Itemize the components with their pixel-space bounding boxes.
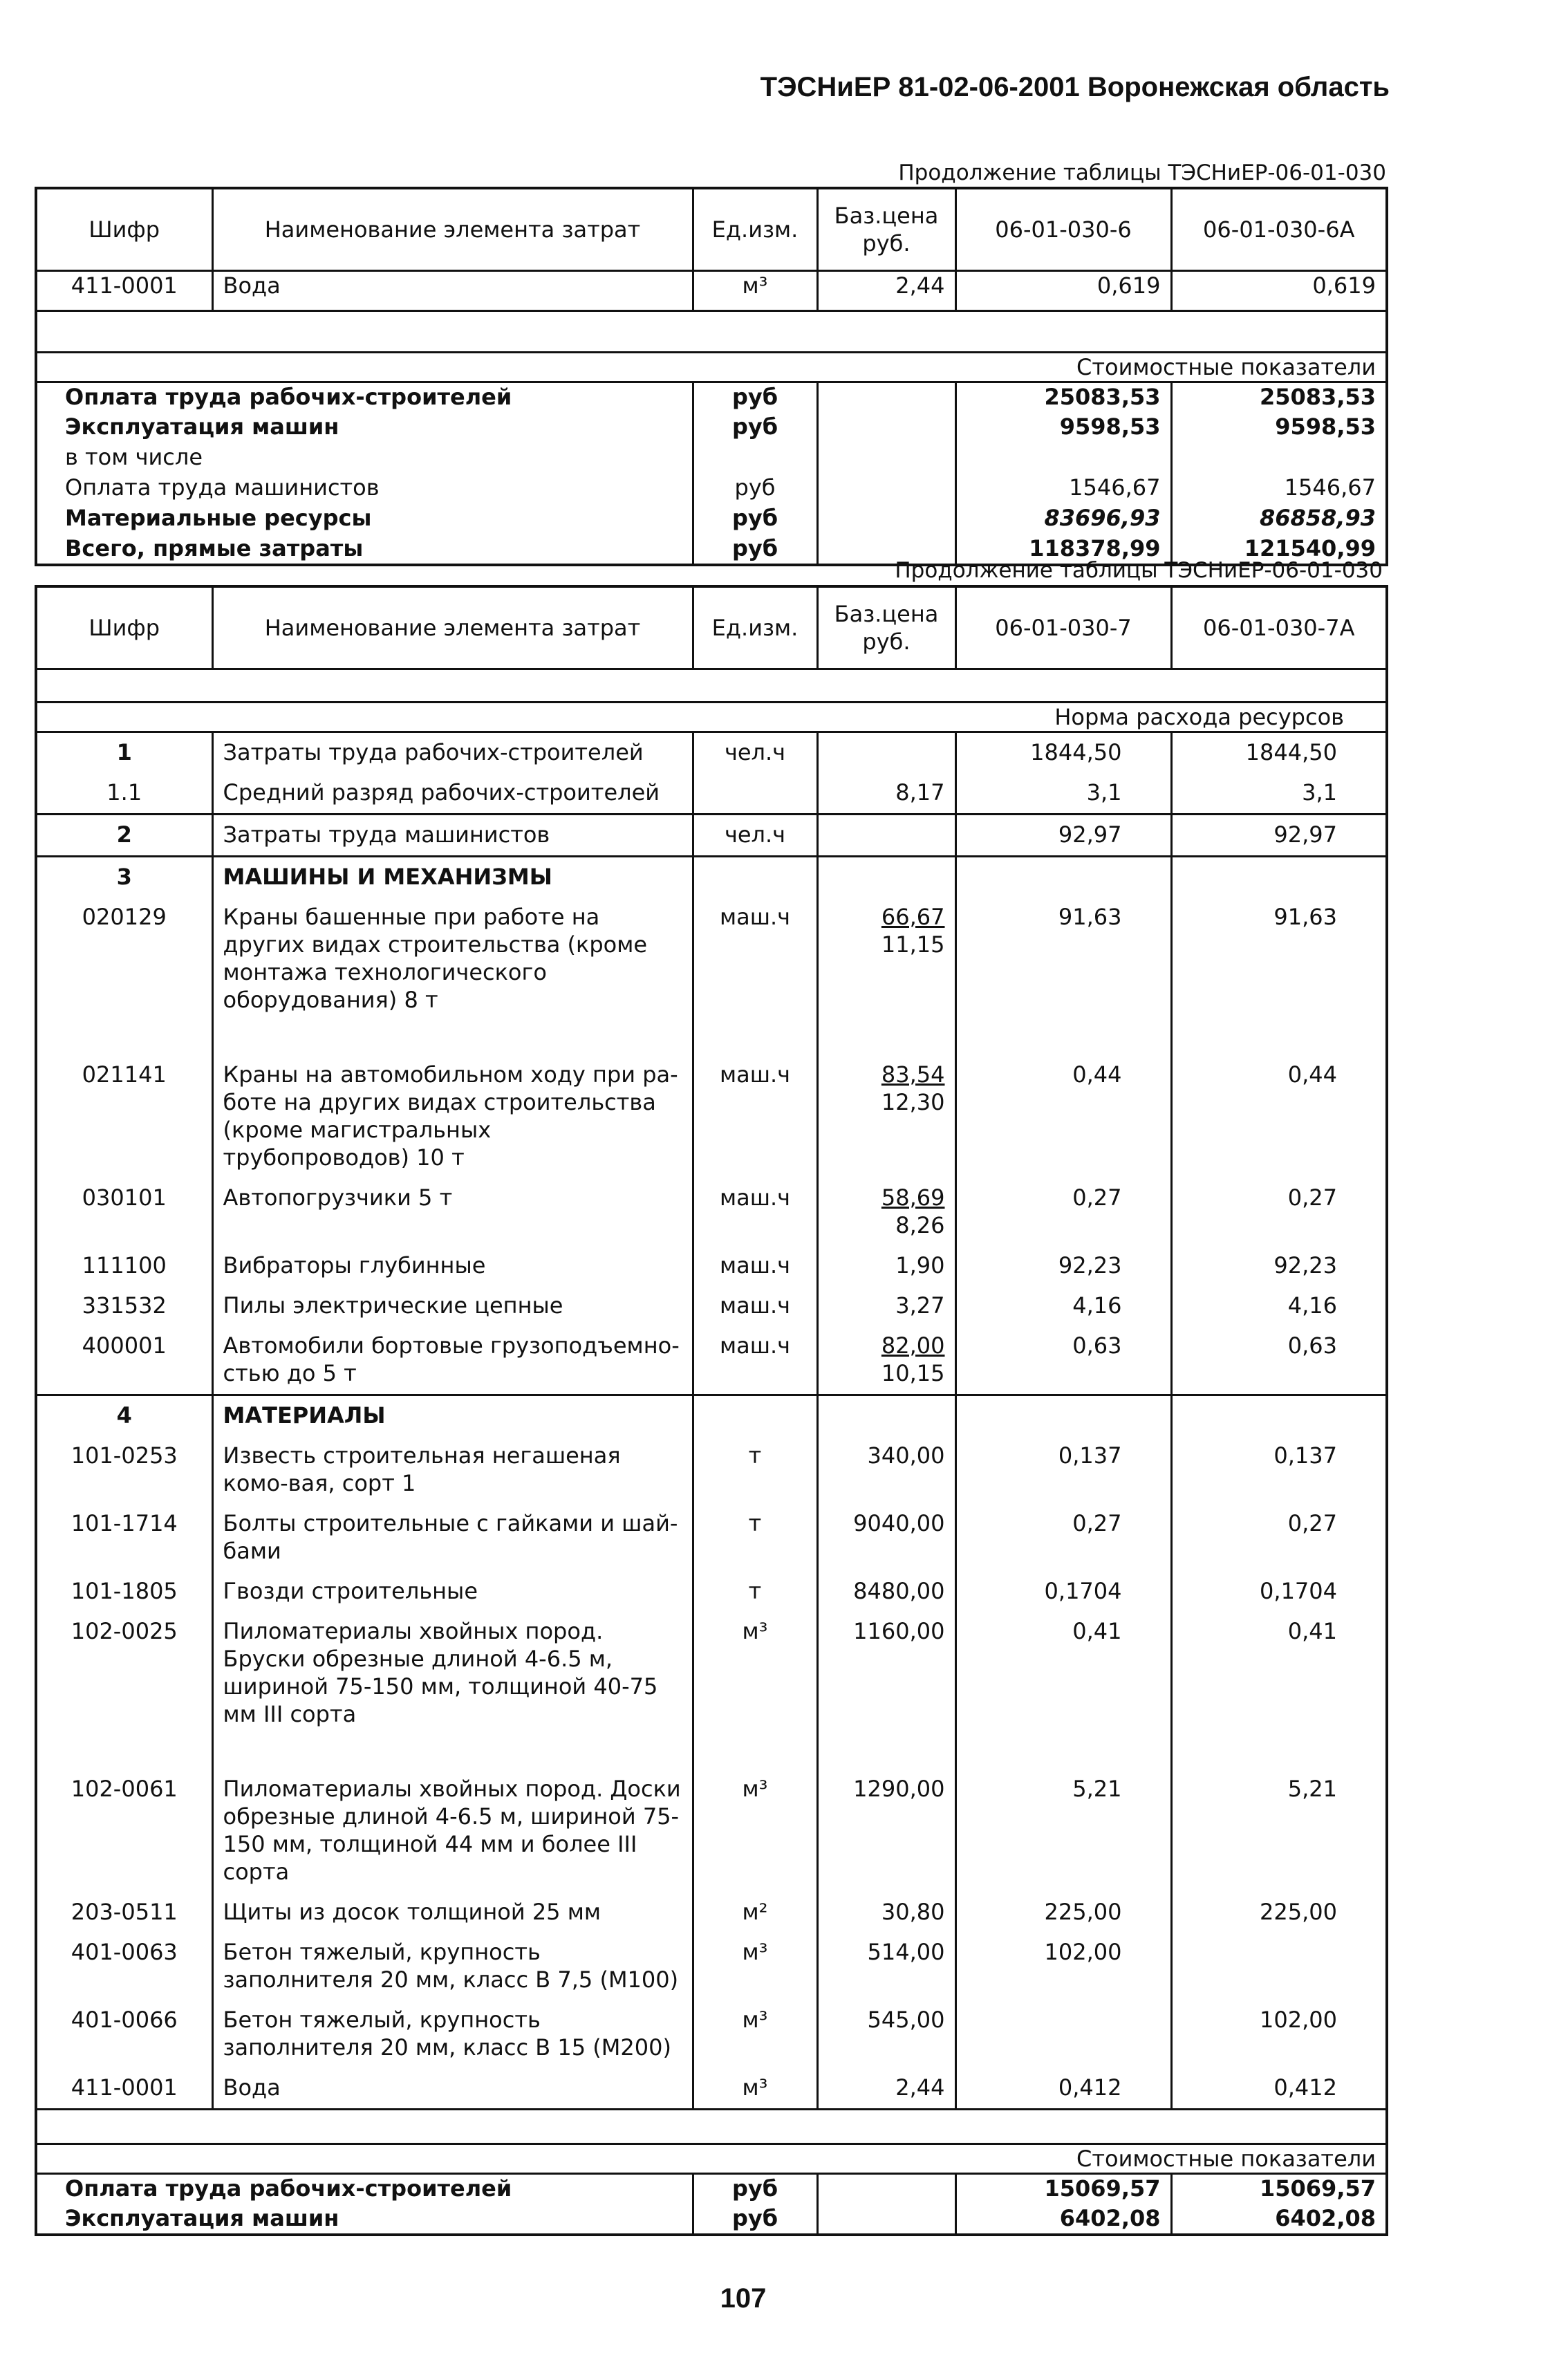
table-row <box>36 1612 1387 1769</box>
row-name: Известь строительная негашеная комо-вая, сорт 1 <box>212 1436 693 1504</box>
cost-price <box>817 443 955 474</box>
cost-row <box>36 504 1387 534</box>
cost-unit <box>693 443 817 474</box>
cost-value-1: 118378,99 <box>955 534 1171 565</box>
row-code: 102-0025 <box>36 1612 212 1769</box>
table1-continuation-note: Продолжение таблицы ТЭСНиЕР-06-01-030 <box>898 160 1386 185</box>
row-price <box>817 1326 955 1395</box>
price-value: 66,67 <box>881 904 945 930</box>
cost-section-title: Стоимостные показатели <box>36 2144 1387 2174</box>
table-row <box>36 1286 1387 1326</box>
cost-row <box>36 413 1387 443</box>
cost-unit: руб <box>693 413 817 443</box>
row-value-1: 4,16 <box>955 1286 1171 1326</box>
row-code: 111100 <box>36 1246 212 1286</box>
row-name: Бетон тяжелый, крупность заполнителя 20 мм, класс В 15 (М200) <box>212 2000 693 2068</box>
table-row <box>36 1436 1387 1504</box>
row-value-2: 0,619 <box>1171 271 1387 311</box>
row-name: Болты строительные с гайками и шай-бами <box>212 1504 693 1572</box>
row-code: 401-0066 <box>36 2000 212 2068</box>
machinist-wage-value: 10,15 <box>881 1360 945 1386</box>
row-code: 4 <box>36 1395 212 1437</box>
row-name: Затраты труда рабочих-строителей <box>212 732 693 774</box>
cost-price <box>817 504 955 534</box>
row-value-2: 1844,50 <box>1171 732 1387 774</box>
row-unit: м³ <box>693 1933 817 2000</box>
row-code: 411-0001 <box>36 2068 212 2110</box>
row-code: 021141 <box>36 1055 212 1178</box>
price-value: 8,17 <box>895 779 945 806</box>
price-value: 340,00 <box>867 1442 945 1469</box>
row-value-1: 0,1704 <box>955 1572 1171 1612</box>
cost-value-1: 83696,93 <box>955 504 1171 534</box>
header-name: Наименование элемента затрат <box>212 586 693 669</box>
cost-section-title-row <box>36 2144 1387 2174</box>
cost-section-title-row <box>36 353 1387 382</box>
header-col5: 06-01-030-6 <box>955 188 1171 271</box>
cost-value-1: 15069,57 <box>955 2174 1171 2204</box>
section-row <box>36 857 1387 898</box>
row-code: 203-0511 <box>36 1893 212 1933</box>
row-value-2: 4,16 <box>1171 1286 1387 1326</box>
document-header: ТЭСНиЕР 81-02-06-2001 Воронежская область <box>760 72 1390 102</box>
row-name: Краны башенные при работе на других видах строительства (кроме монтажа технологического оборудования) 8 т <box>212 898 693 1055</box>
row-value-1: 0,41 <box>955 1612 1171 1769</box>
row-price <box>817 857 955 898</box>
cost-value-1 <box>955 443 1171 474</box>
row-value-1: 0,412 <box>955 2068 1171 2110</box>
row-name: Пиломатериалы хвойных пород. Доски обрезные длиной 4-6.5 м, шириной 75-150 мм, толщиной 44 мм и более III сорта <box>212 1769 693 1893</box>
row-value-2: 102,00 <box>1171 2000 1387 2068</box>
machinist-wage-value: 11,15 <box>881 931 945 958</box>
row-code: 101-1805 <box>36 1572 212 1612</box>
page-number: 107 <box>720 2283 767 2314</box>
table-row <box>36 1769 1387 1893</box>
row-name: Вода <box>212 2068 693 2110</box>
cost-value-2: 9598,53 <box>1171 413 1387 443</box>
price-value: 1,90 <box>895 1252 945 1279</box>
table-row <box>36 2000 1387 2068</box>
row-code: 3 <box>36 857 212 898</box>
row-name: Краны на автомобильном ходу при ра-боте на других видах строительства (кроме магистральных трубопроводов) 10 т <box>212 1055 693 1178</box>
machinist-wage-value: 8,26 <box>895 1212 945 1238</box>
row-unit: т <box>693 1572 817 1612</box>
cost-row <box>36 443 1387 474</box>
row-value-2: 92,23 <box>1171 1246 1387 1286</box>
table-row <box>36 815 1387 857</box>
header-col5: 06-01-030-7 <box>955 586 1171 669</box>
price-value: 1290,00 <box>853 1776 945 1802</box>
cost-price <box>817 2204 955 2235</box>
cost-name: Материальные ресурсы <box>36 504 693 534</box>
table-row <box>36 1893 1387 1933</box>
row-value-1: 91,63 <box>955 898 1171 1055</box>
cost-value-2: 1546,67 <box>1171 474 1387 504</box>
row-value-2: 0,1704 <box>1171 1572 1387 1612</box>
row-value-2: 0,27 <box>1171 1178 1387 1246</box>
row-price <box>817 1055 955 1178</box>
cost-value-1: 1546,67 <box>955 474 1171 504</box>
row-price <box>817 1933 955 2000</box>
row-code: 020129 <box>36 898 212 1055</box>
header-code: Шифр <box>36 586 212 669</box>
row-unit <box>693 773 817 815</box>
row-unit: маш.ч <box>693 898 817 1055</box>
cost-unit: руб <box>693 2204 817 2235</box>
table-header-row <box>36 188 1387 271</box>
row-price <box>817 1246 955 1286</box>
table-row <box>36 898 1387 1055</box>
spacer-row <box>36 669 1387 703</box>
row-value-1 <box>955 2000 1171 2068</box>
header-price: Баз.цена руб. <box>817 586 955 669</box>
row-value-1: 0,27 <box>955 1504 1171 1572</box>
row-value-1 <box>955 857 1171 898</box>
row-value-1: 0,619 <box>955 271 1171 311</box>
table-header-row <box>36 586 1387 669</box>
row-value-1: 92,97 <box>955 815 1171 857</box>
cost-value-2: 121540,99 <box>1171 534 1387 565</box>
cost-unit: руб <box>693 382 817 413</box>
machinist-wage-value: 12,30 <box>881 1089 945 1115</box>
row-name: Пиломатериалы хвойных пород. Бруски обрезные длиной 4-6.5 м, шириной 75-150 мм, толщиной 40-75 мм III сорта <box>212 1612 693 1769</box>
row-value-2: 0,41 <box>1171 1612 1387 1769</box>
row-unit: маш.ч <box>693 1326 817 1395</box>
row-value-2 <box>1171 857 1387 898</box>
row-unit: маш.ч <box>693 1178 817 1246</box>
header-price: Баз.цена руб. <box>817 188 955 271</box>
row-name: Гвозди строительные <box>212 1572 693 1612</box>
row-price <box>817 2000 955 2068</box>
row-unit: чел.ч <box>693 732 817 774</box>
row-value-1 <box>955 1395 1171 1437</box>
row-value-2: 0,412 <box>1171 2068 1387 2110</box>
price-value: 545,00 <box>867 2007 945 2033</box>
price-value: 83,54 <box>881 1061 945 1088</box>
cost-unit: руб <box>693 534 817 565</box>
table-row <box>36 1572 1387 1612</box>
row-name: Вода <box>212 271 693 311</box>
row-code: 1.1 <box>36 773 212 815</box>
resource-table-1 <box>35 187 1388 566</box>
price-value: 3,27 <box>895 1292 945 1319</box>
cost-price <box>817 2174 955 2204</box>
row-unit: м³ <box>693 1769 817 1893</box>
cost-unit: руб <box>693 474 817 504</box>
row-unit <box>693 857 817 898</box>
spacer-row <box>36 2110 1387 2144</box>
cost-name: в том числе <box>36 443 693 474</box>
table-row <box>36 1326 1387 1395</box>
price-value: 58,69 <box>881 1184 945 1211</box>
row-name: Средний разряд рабочих-строителей <box>212 773 693 815</box>
row-name: Щиты из досок толщиной 25 мм <box>212 1893 693 1933</box>
row-unit: м³ <box>693 2000 817 2068</box>
row-value-2: 92,97 <box>1171 815 1387 857</box>
price-value: 1160,00 <box>853 1618 945 1644</box>
row-value-1: 3,1 <box>955 773 1171 815</box>
header-col6: 06-01-030-6А <box>1171 188 1387 271</box>
row-name: Затраты труда машинистов <box>212 815 693 857</box>
resource-table-2 <box>35 585 1388 2236</box>
row-value-2: 5,21 <box>1171 1769 1387 1893</box>
row-price: 2,44 <box>817 271 955 311</box>
cost-value-2: 86858,93 <box>1171 504 1387 534</box>
price-value: 30,80 <box>881 1899 945 1925</box>
row-unit: т <box>693 1504 817 1572</box>
row-price <box>817 898 955 1055</box>
row-value-2: 0,63 <box>1171 1326 1387 1395</box>
header-code: Шифр <box>36 188 212 271</box>
row-value-1: 0,44 <box>955 1055 1171 1178</box>
row-value-1: 0,63 <box>955 1326 1171 1395</box>
section-title: МАШИНЫ И МЕХАНИЗМЫ <box>212 857 693 898</box>
cost-price <box>817 413 955 443</box>
cost-value-1: 9598,53 <box>955 413 1171 443</box>
row-price <box>817 815 955 857</box>
row-name: Вибраторы глубинные <box>212 1246 693 1286</box>
row-code: 331532 <box>36 1286 212 1326</box>
table-row <box>36 773 1387 815</box>
table-row <box>36 732 1387 774</box>
row-price <box>817 1504 955 1572</box>
header-col6: 06-01-030-7А <box>1171 586 1387 669</box>
cost-price <box>817 474 955 504</box>
cost-value-2: 6402,08 <box>1171 2204 1387 2235</box>
row-price <box>817 1769 955 1893</box>
row-unit: м³ <box>693 271 817 311</box>
row-price <box>817 1395 955 1437</box>
row-unit: м² <box>693 1893 817 1933</box>
cost-row <box>36 474 1387 504</box>
row-value-2: 0,44 <box>1171 1055 1387 1178</box>
row-value-1: 5,21 <box>955 1769 1171 1893</box>
cost-row <box>36 2204 1387 2235</box>
row-price <box>817 1286 955 1326</box>
row-value-1: 225,00 <box>955 1893 1171 1933</box>
row-price <box>817 1893 955 1933</box>
price-value: 514,00 <box>867 1939 945 1965</box>
section-row <box>36 1395 1387 1437</box>
row-code: 101-1714 <box>36 1504 212 1572</box>
row-code: 102-0061 <box>36 1769 212 1893</box>
row-unit: маш.ч <box>693 1246 817 1286</box>
row-price <box>817 1178 955 1246</box>
cost-value-1: 6402,08 <box>955 2204 1171 2235</box>
row-unit: маш.ч <box>693 1286 817 1326</box>
row-name: Пилы электрические цепные <box>212 1286 693 1326</box>
table-row <box>36 1178 1387 1246</box>
cost-name: Оплата труда рабочих-строителей <box>36 382 693 413</box>
cost-name: Оплата труда рабочих-строителей <box>36 2174 693 2204</box>
cost-value-2: 25083,53 <box>1171 382 1387 413</box>
row-unit: маш.ч <box>693 1055 817 1178</box>
price-value: 9040,00 <box>853 1510 945 1536</box>
row-value-2 <box>1171 1933 1387 2000</box>
cost-section-title: Стоимостные показатели <box>36 353 1387 382</box>
row-value-2 <box>1171 1395 1387 1437</box>
row-value-2: 225,00 <box>1171 1893 1387 1933</box>
norm-section-title: Норма расхода ресурсов <box>36 703 1387 732</box>
row-unit: м³ <box>693 1612 817 1769</box>
row-value-2: 3,1 <box>1171 773 1387 815</box>
row-value-1: 0,137 <box>955 1436 1171 1504</box>
price-value: 82,00 <box>881 1332 945 1359</box>
section-title: МАТЕРИАЛЫ <box>212 1395 693 1437</box>
cost-name: Оплата труда машинистов <box>36 474 693 504</box>
row-name: Автомобили бортовые грузоподъемно-стью до 5 т <box>212 1326 693 1395</box>
row-name: Бетон тяжелый, крупность заполнителя 20 мм, класс В 7,5 (М100) <box>212 1933 693 2000</box>
row-value-1: 102,00 <box>955 1933 1171 2000</box>
table2-continuation-note: Продолжение таблицы ТЭСНиЕР-06-01-030 <box>895 558 1383 583</box>
table-row <box>36 1055 1387 1178</box>
header-unit: Ед.изм. <box>693 188 817 271</box>
cost-row <box>36 382 1387 413</box>
header-name: Наименование элемента затрат <box>212 188 693 271</box>
row-name: Автопогрузчики 5 т <box>212 1178 693 1246</box>
row-code: 1 <box>36 732 212 774</box>
row-unit: м³ <box>693 2068 817 2110</box>
cost-price <box>817 382 955 413</box>
row-value-2: 0,137 <box>1171 1436 1387 1504</box>
table-row <box>36 1504 1387 1572</box>
row-unit: чел.ч <box>693 815 817 857</box>
row-code: 030101 <box>36 1178 212 1246</box>
cost-unit: руб <box>693 504 817 534</box>
row-price <box>817 773 955 815</box>
table-row <box>36 1246 1387 1286</box>
cost-value-1: 25083,53 <box>955 382 1171 413</box>
row-code: 411-0001 <box>36 271 212 311</box>
row-price <box>817 732 955 774</box>
cost-value-2: 15069,57 <box>1171 2174 1387 2204</box>
row-code: 101-0253 <box>36 1436 212 1504</box>
cost-unit: руб <box>693 2174 817 2204</box>
table-row <box>36 271 1387 311</box>
row-price <box>817 1612 955 1769</box>
row-code: 2 <box>36 815 212 857</box>
cost-value-2 <box>1171 443 1387 474</box>
row-value-1: 92,23 <box>955 1246 1171 1286</box>
row-code: 400001 <box>36 1326 212 1395</box>
header-unit: Ед.изм. <box>693 586 817 669</box>
cost-row <box>36 2174 1387 2204</box>
norm-section-title-row <box>36 703 1387 732</box>
row-price <box>817 1436 955 1504</box>
row-price <box>817 1572 955 1612</box>
row-value-2: 0,27 <box>1171 1504 1387 1572</box>
table-row <box>36 2068 1387 2110</box>
spacer-row <box>36 311 1387 353</box>
row-value-1: 0,27 <box>955 1178 1171 1246</box>
price-value: 8480,00 <box>853 1578 945 1604</box>
row-value-2: 91,63 <box>1171 898 1387 1055</box>
cost-name: Эксплуатация машин <box>36 2204 693 2235</box>
row-code: 401-0063 <box>36 1933 212 2000</box>
row-value-1: 1844,50 <box>955 732 1171 774</box>
row-price <box>817 2068 955 2110</box>
price-value: 2,44 <box>895 2074 945 2101</box>
table-row <box>36 1933 1387 2000</box>
cost-name: Всего, прямые затраты <box>36 534 693 565</box>
row-unit: т <box>693 1436 817 1504</box>
row-unit <box>693 1395 817 1437</box>
cost-name: Эксплуатация машин <box>36 413 693 443</box>
